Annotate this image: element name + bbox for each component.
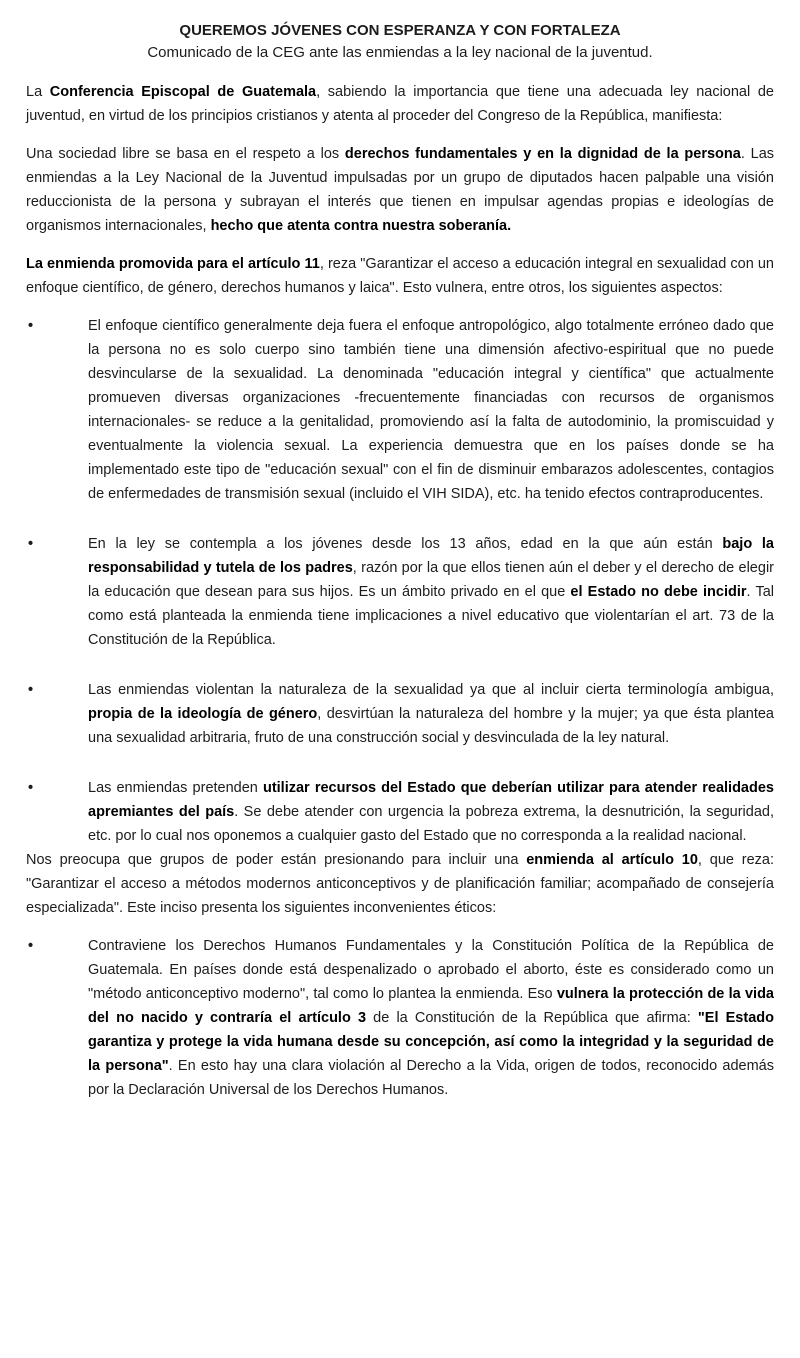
text-run: , sabiendo la importancia que tiene una adecuada ley nacional de juventud, en virtud de los principios cristianos y atenta al proceder del Congreso de la República, manifiesta: bbox=[26, 84, 774, 124]
bold-text: vulnera la protección de la vida del no nacido y contraría el artículo 3 bbox=[88, 986, 774, 1026]
list-item bbox=[26, 678, 774, 750]
bold-text: Conferencia Episcopal de Guatemala bbox=[49, 84, 317, 100]
bullet-icon: • bbox=[28, 536, 34, 552]
paragraph-society bbox=[26, 142, 774, 238]
bold-text: derechos fundamentales y en la dignidad de la persona bbox=[344, 146, 741, 162]
paragraph-article-11 bbox=[26, 252, 774, 300]
text-run: . Se debe atender con urgencia la pobreza extrema, la desnutrición, la seguridad, etc. por lo cual nos oponemos a cualquier gasto del Estado que no corresponda a la realidad nacional. bbox=[88, 804, 775, 844]
paragraph-article-10 bbox=[26, 848, 774, 920]
text-run: . Las enmiendas a la Ley Nacional de la Juventud impulsadas por un grupo de diputados hacen palpable una visión reduccionista de la persona y subrayan el interés que tienen en impulsar agendas propias e ideologías de organismos internacionales, bbox=[26, 146, 775, 234]
paragraph-intro bbox=[26, 80, 774, 128]
text-run: Una sociedad libre se basa en el respeto a los bbox=[26, 146, 345, 162]
bullet-list-article-10 bbox=[26, 934, 774, 1102]
bullet-list-article-11 bbox=[26, 314, 774, 848]
bold-text: el Estado no debe incidir bbox=[570, 584, 747, 600]
text-run: . Tal como está planteada la enmienda tiene implicaciones a nivel educativo que violentarían el art. 73 de la Constitución de la República. bbox=[88, 584, 774, 648]
bold-text: "El Estado garantiza y protege la vida humana desde su concepción, así como la integridad y la seguridad de la persona" bbox=[88, 1010, 774, 1074]
text-run: . En esto hay una clara violación al Derecho a la Vida, origen de todos, reconocido además por la Declaración Universal de los Derechos Humanos. bbox=[88, 1058, 774, 1098]
text-run: Contraviene los Derechos Humanos Fundamentales y la Constitución Política de la República de Guatemala. En países donde está despenalizado o aprobado el aborto, éste es considerado como un "método anticonceptivo moderno", tal como lo plantea la enmienda. Eso bbox=[88, 938, 774, 1002]
text-run: de la Constitución de la República que afirma: bbox=[366, 1010, 698, 1026]
bold-text: bajo la responsabilidad y tutela de los padres bbox=[88, 536, 774, 576]
list-item bbox=[26, 934, 774, 1102]
bullet-icon: • bbox=[28, 938, 34, 954]
text-run: Nos preocupa que grupos de poder están presionando para incluir una bbox=[26, 852, 527, 868]
bold-text: hecho que atenta contra nuestra soberanía. bbox=[210, 218, 512, 234]
bullet-icon: • bbox=[28, 318, 34, 334]
bold-text: La enmienda promovida para el artículo 11 bbox=[26, 256, 320, 272]
text-run: En la ley se contempla a los jóvenes desde los 13 años, edad en la que aún están bbox=[88, 536, 723, 552]
document-title: QUEREMOS JÓVENES CON ESPERANZA Y CON FORTALEZA bbox=[179, 22, 621, 39]
text-run: Las enmiendas violentan la naturaleza de la sexualidad ya que al incluir cierta terminología ambigua, bbox=[88, 682, 774, 698]
bold-text: propia de la ideología de género bbox=[88, 706, 318, 722]
text-run: La bbox=[26, 84, 50, 100]
document-subtitle: Comunicado de la CEG ante las enmiendas a la ley nacional de la juventud. bbox=[147, 44, 653, 61]
text-run: El enfoque científico generalmente deja fuera el enfoque antropológico, algo totalmente erróneo dado que la persona no es solo cuerpo sino también tiene una dimensión afectivo-espiritual que no puede desvincularse de la sexualidad. La denominada "educación integral y científica" que actualmente promueven diversas organizaciones -frecuentemente financiadas con recursos de organismos internacionales- se reduce a la genitalidad, promoviendo así la falta de autodominio, la promiscuidad y eventualmente la violencia sexual. La experiencia demuestra que en los países donde se ha implementado este tipo de "educación sexual" con el fin de disminuir embarazos adolescentes, contagios de enfermedades de transmisión sexual (incluido el VIH SIDA), etc. ha tenido efectos contraproducentes. bbox=[88, 318, 774, 502]
text-run: , desvirtúan la naturaleza del hombre y la mujer; ya que ésta plantea una sexualidad arbitraria, fruto de una construcción social y desvinculada de la ley natural. bbox=[88, 706, 774, 746]
list-item bbox=[26, 532, 774, 652]
bullet-icon: • bbox=[28, 682, 34, 698]
bullet-icon: • bbox=[28, 780, 34, 796]
bold-text: utilizar recursos del Estado que deberían utilizar para atender realidades apremiantes del país bbox=[88, 780, 774, 820]
text-run: Las enmiendas pretenden bbox=[88, 780, 263, 796]
list-item bbox=[26, 776, 774, 848]
list-item bbox=[26, 314, 774, 506]
bold-text: enmienda al artículo 10 bbox=[526, 852, 698, 868]
text-run: , reza "Garantizar el acceso a educación integral en sexualidad con un enfoque científico, de género, derechos humanos y laica". Esto vulnera, entre otros, los siguientes aspectos: bbox=[26, 256, 775, 296]
text-run: , razón por la que ellos tienen aún el deber y el derecho de elegir la educación que desean para sus hijos. Es un ámbito privado en el que bbox=[88, 560, 774, 600]
text-run: , que reza: "Garantizar el acceso a métodos modernos anticonceptivos y de planificación familiar; acompañado de consejería especializada". Este inciso presenta los siguientes inconvenientes éticos: bbox=[26, 852, 774, 916]
